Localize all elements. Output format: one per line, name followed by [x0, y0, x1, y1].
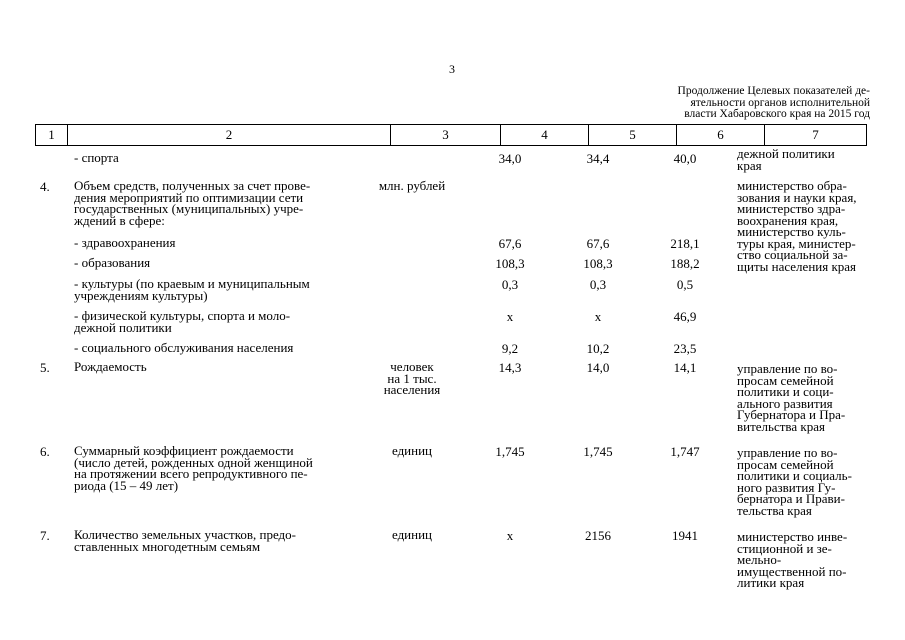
- row-name: - культуры (по краевым и муниципальным учреждениям культуры): [74, 276, 310, 303]
- page-number: 3: [449, 62, 455, 76]
- row-unit: единиц: [391, 443, 433, 458]
- row-value-2015: 2156: [585, 528, 611, 543]
- row-value-2016: 0,5: [676, 277, 694, 292]
- row-name: Рождаемость: [74, 359, 147, 374]
- row-value-2014: 108,3: [495, 256, 525, 271]
- row-value-2015: 14,0: [586, 360, 610, 375]
- row-value-2014: х: [506, 309, 514, 324]
- row-name: Количество земельных участков, предо- ставленных многодетным семьям: [74, 527, 296, 554]
- row-unit: человек на 1 тыс. населения: [383, 359, 441, 397]
- row-value-2015: 108,3: [583, 256, 613, 271]
- table-caption: Продолжение Целевых показателей де- ятельности органов исполнительной власти Хабаровского края на 2015 год: [677, 85, 870, 120]
- row-value-2015: х: [594, 309, 602, 324]
- row-name: - физической культуры, спорта и моло- дежной политики: [74, 308, 291, 335]
- header-col-7: 7: [812, 127, 819, 142]
- row-name: - образования: [74, 255, 151, 270]
- header-col-2: 2: [68, 125, 391, 145]
- row-value-2015: 0,3: [589, 277, 607, 292]
- row-value-2016: 23,5: [673, 341, 697, 356]
- header-col-5: 5: [589, 125, 677, 145]
- row-value-2014: 67,6: [498, 236, 522, 251]
- header-col-6: 6: [677, 125, 765, 145]
- row-value-2016: 1941: [672, 528, 698, 543]
- header-col-3: 3: [391, 125, 501, 145]
- header-col-1: 1: [36, 125, 68, 145]
- row-responsible: управление по во- просам семейной политики и соци- ального развития Губернатора и Пра- вительства края: [737, 361, 846, 434]
- row-name: Объем средств, полученных за счет прове- дения мероприятий по оптимизации сети государственных (муниципальных) учре- ждений в сфере:: [74, 178, 311, 228]
- table-header: [35, 124, 867, 146]
- row-value-2016: 46,9: [673, 309, 697, 324]
- header-col-4: 4: [501, 125, 589, 145]
- row-value-2014: 14,3: [498, 360, 522, 375]
- row-value-2015: 34,4: [586, 151, 610, 166]
- row-number: 4.: [40, 179, 50, 194]
- row-responsible: управление по во- просам семейной политики и социаль- ного развития Гу- бернатора и Прави- тельства края: [737, 445, 852, 518]
- row-value-2016: 40,0: [673, 151, 697, 166]
- row-value-2014: 34,0: [498, 151, 522, 166]
- row-number: 6.: [40, 444, 50, 459]
- row-unit: млн. рублей: [378, 178, 446, 193]
- row-value-2016: 14,1: [673, 360, 697, 375]
- row-name: - спорта: [74, 150, 119, 165]
- row-unit: единиц: [391, 527, 433, 542]
- row-value-2014: 9,2: [501, 341, 519, 356]
- row-value-2015: 10,2: [586, 341, 610, 356]
- row-responsible: министерство инве- стиционной и зе- мельно- имущественной по- литики края: [737, 529, 848, 590]
- row-number: 7.: [40, 528, 50, 543]
- row-value-2016: 218,1: [670, 236, 700, 251]
- row-value-2014: х: [506, 528, 514, 543]
- row-name: - социального обслуживания населения: [74, 340, 294, 355]
- row-value-2015: 67,6: [586, 236, 610, 251]
- row-name: Суммарный коэффициент рождаемости (число детей, рожденных одной женщиной на протяжении всего репродуктивного пе- риода (15 – 49 лет): [74, 443, 313, 493]
- row-responsible: дежной политики края: [737, 146, 835, 173]
- row-value-2016: 1,747: [670, 444, 700, 459]
- row-number: 5.: [40, 360, 50, 375]
- row-value-2016: 188,2: [670, 256, 700, 271]
- row-responsible: министерство обра- зования и науки края, министерство здра- воохранения края, министерство куль- туры края, министер- ство социальной за- щиты населения края: [737, 178, 857, 274]
- row-value-2014: 0,3: [501, 277, 519, 292]
- row-value-2014: 1,745: [495, 444, 525, 459]
- row-name: - здравоохранения: [74, 235, 176, 250]
- row-value-2015: 1,745: [583, 444, 613, 459]
